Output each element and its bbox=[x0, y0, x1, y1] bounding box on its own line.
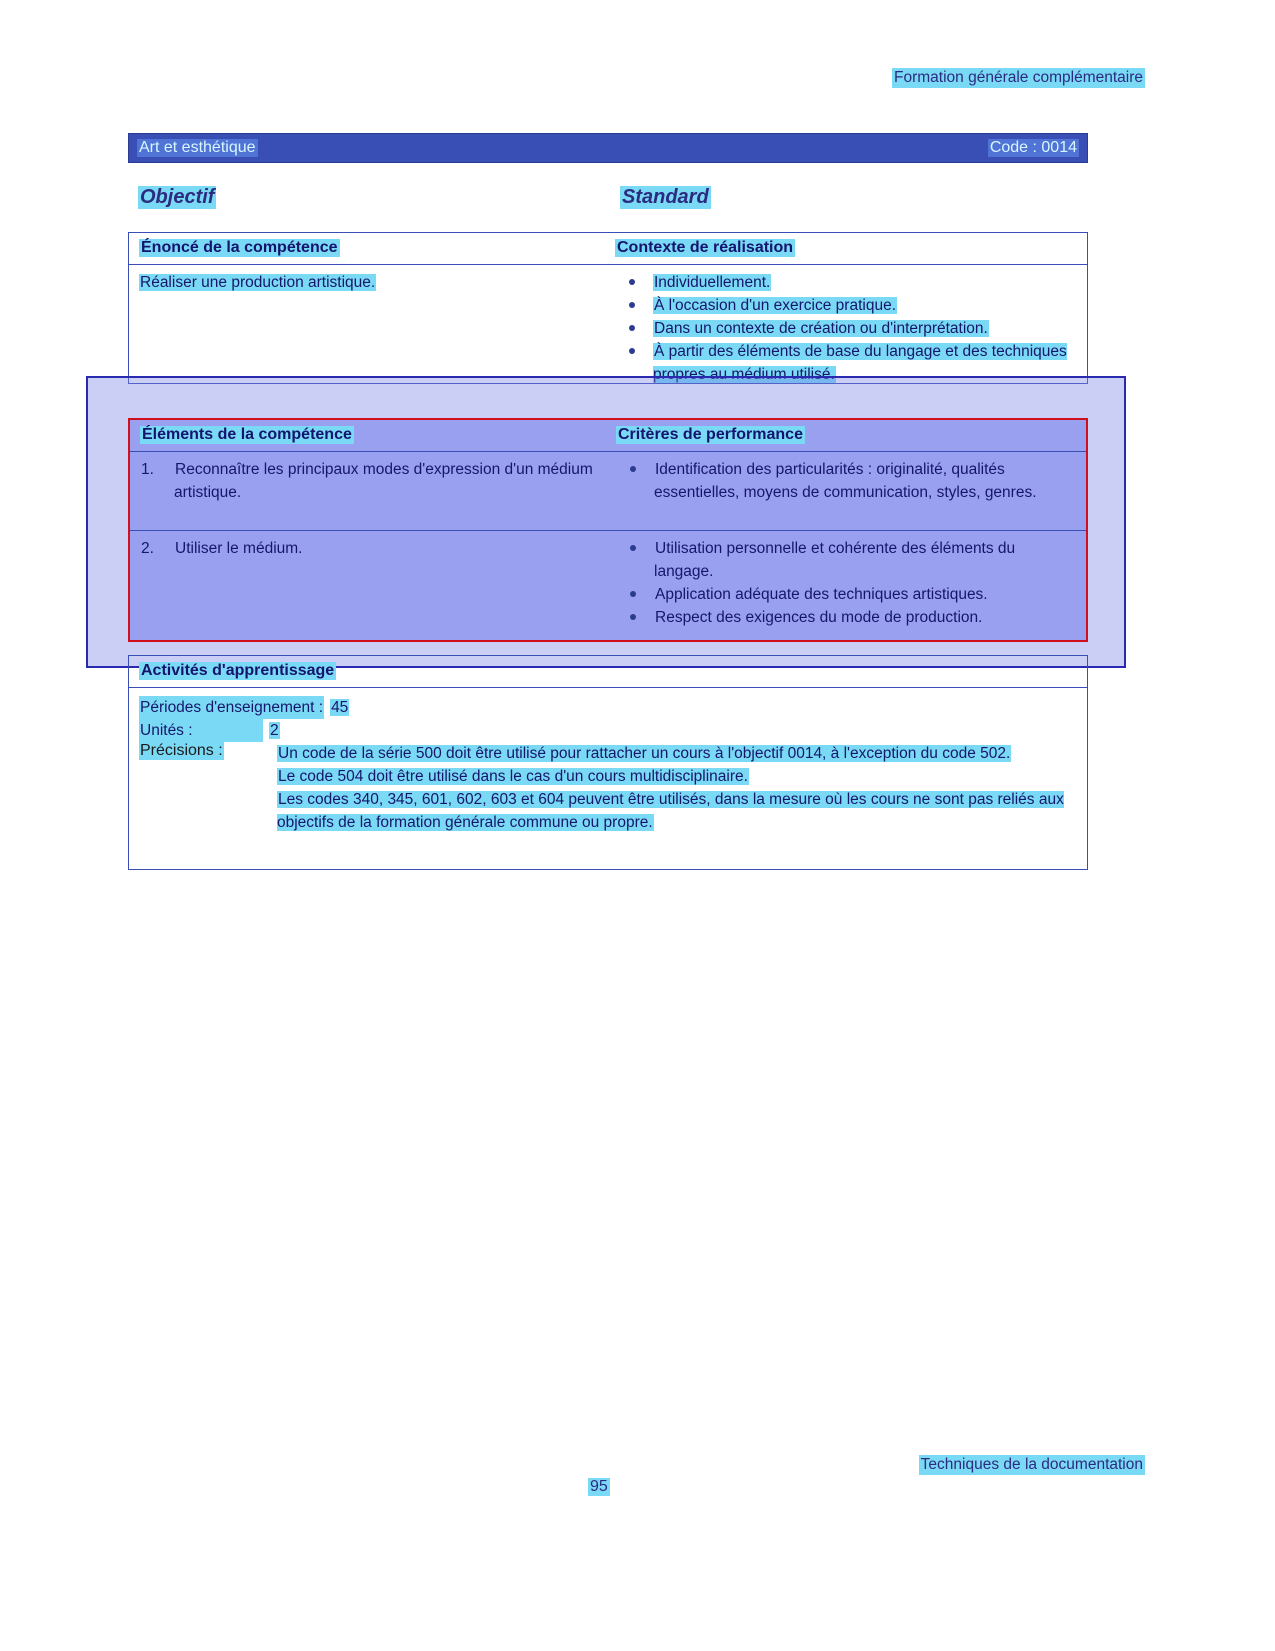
unites-value: 2 bbox=[270, 722, 279, 739]
criteres-cell bbox=[616, 452, 1078, 504]
objectif-standard-row bbox=[128, 186, 1088, 212]
course-name: Art et esthétique bbox=[139, 139, 256, 156]
precision-item bbox=[277, 788, 1087, 834]
precisions-body bbox=[277, 742, 1087, 834]
criteres-cell bbox=[616, 531, 1078, 629]
page-number: 95 bbox=[590, 1478, 608, 1495]
enonce-header bbox=[129, 233, 1087, 265]
periodes-value: 45 bbox=[331, 699, 349, 716]
criteres-list bbox=[616, 452, 1078, 504]
critere-text: Respect des exigences du mode de production. bbox=[655, 609, 983, 626]
activites-body bbox=[129, 688, 1087, 844]
list-item bbox=[616, 537, 1078, 583]
list-item bbox=[140, 458, 600, 504]
element-cell bbox=[140, 531, 600, 560]
critere-text: Identification des particularités : originalité, qualités essentielles, moyens de communication, styles, genres. bbox=[654, 461, 1037, 501]
contexte-list bbox=[615, 265, 1077, 386]
enonce-competence-cell bbox=[139, 265, 599, 294]
elements-header-right: Critères de performance bbox=[618, 426, 803, 443]
course-title-bar bbox=[128, 133, 1088, 163]
element-text: Utiliser le médium. bbox=[175, 540, 303, 557]
enonce-contexte-cell bbox=[615, 265, 1077, 386]
contexte-item-text: Individuellement. bbox=[654, 274, 771, 291]
bullet-icon bbox=[629, 348, 635, 354]
element-number: 2. bbox=[140, 537, 155, 560]
enonce-header-right: Contexte de réalisation bbox=[617, 239, 794, 256]
periodes-line bbox=[129, 696, 1087, 719]
precision-item bbox=[277, 742, 1087, 765]
bullet-icon bbox=[630, 466, 636, 472]
contexte-item-text: À partir des éléments de base du langage et des techniques propres au médium utilisé. bbox=[653, 343, 1067, 383]
table-row bbox=[130, 452, 1086, 531]
element-numbered-list bbox=[140, 531, 600, 560]
enonce-competence-text: Réaliser une production artistique. bbox=[140, 274, 376, 291]
enonce-row bbox=[129, 265, 1087, 385]
contexte-item-text: Dans un contexte de création ou d'interprétation. bbox=[654, 320, 988, 337]
list-item bbox=[616, 583, 1078, 606]
enonce-block bbox=[128, 232, 1088, 384]
precisions-label: Précisions : bbox=[140, 742, 223, 759]
activites-block bbox=[128, 655, 1088, 870]
criteres-list bbox=[616, 531, 1078, 629]
precisions-line bbox=[129, 742, 1087, 834]
elements-block bbox=[128, 418, 1088, 642]
element-number: 1. bbox=[140, 458, 155, 481]
elements-header-left: Éléments de la compétence bbox=[142, 426, 352, 443]
list-item bbox=[615, 271, 1077, 294]
list-item bbox=[616, 606, 1078, 629]
precision-text: Le code 504 doit être utilisé dans le cas d'un cours multidisciplinaire. bbox=[278, 768, 748, 785]
list-item bbox=[615, 294, 1077, 317]
periodes-label: Périodes d'enseignement : bbox=[139, 696, 324, 719]
objectif-label: Objectif bbox=[140, 186, 215, 208]
document-footer: Techniques de la documentation bbox=[920, 1456, 1143, 1473]
activites-header bbox=[129, 656, 1087, 688]
bullet-icon bbox=[630, 591, 636, 597]
bullet-icon bbox=[629, 279, 635, 285]
element-text: Reconnaître les principaux modes d'expression d'un médium artistique. bbox=[174, 461, 593, 501]
list-item bbox=[616, 458, 1078, 504]
precision-text: Les codes 340, 345, 601, 602, 603 et 604 peuvent être utilisés, dans la mesure où les cours ne sont pas reliés aux objectifs de la formation générale commune ou propre. bbox=[277, 791, 1064, 831]
table-row bbox=[130, 531, 1086, 641]
list-item bbox=[140, 537, 600, 560]
activites-header-label: Activités d'apprentissage bbox=[141, 662, 335, 679]
element-cell bbox=[140, 452, 600, 504]
unites-label: Unités : bbox=[139, 719, 263, 742]
contexte-item-text: À l'occasion d'un exercice pratique. bbox=[654, 297, 896, 314]
standard-label: Standard bbox=[622, 186, 709, 208]
document-header: Formation générale complémentaire bbox=[894, 69, 1143, 86]
bullet-icon bbox=[629, 325, 635, 331]
element-numbered-list bbox=[140, 452, 600, 504]
bullet-icon bbox=[629, 302, 635, 308]
precision-text: Un code de la série 500 doit être utilisé pour rattacher un cours à l'objectif 0014, à l'exception du code 502. bbox=[278, 745, 1011, 762]
critere-text: Application adéquate des techniques artistiques. bbox=[655, 586, 988, 603]
list-item bbox=[615, 317, 1077, 340]
precision-item bbox=[277, 765, 1087, 788]
enonce-header-left: Énoncé de la compétence bbox=[141, 239, 338, 256]
elements-header bbox=[130, 420, 1086, 452]
list-item bbox=[615, 340, 1077, 386]
bullet-icon bbox=[630, 614, 636, 620]
bullet-icon bbox=[630, 545, 636, 551]
course-code: Code : 0014 bbox=[989, 139, 1077, 156]
critere-text: Utilisation personnelle et cohérente des éléments du langage. bbox=[654, 540, 1016, 580]
unites-line bbox=[129, 719, 1087, 742]
